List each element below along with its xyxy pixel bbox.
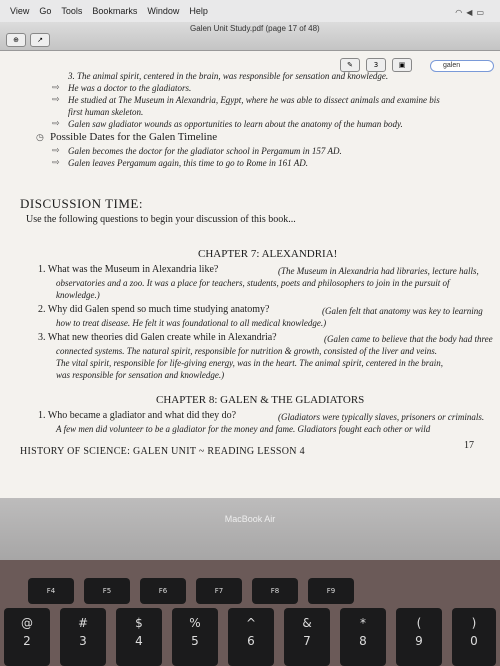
text-line: He studied at The Museum in Alexandria, Egypt, where he was able to dissect animals and examine bis xyxy=(68,95,440,105)
share-icon[interactable]: ↗ xyxy=(30,33,50,47)
key-bottom: 7 xyxy=(303,634,311,648)
status-icons xyxy=(455,8,488,17)
menu-help[interactable]: Help xyxy=(189,6,208,16)
key-7[interactable] xyxy=(284,608,330,666)
key-9[interactable] xyxy=(396,608,442,666)
key-top: ^ xyxy=(245,616,257,630)
key-3[interactable] xyxy=(60,608,106,666)
question: 3. What new theories did Galen create while in Alexandria? xyxy=(38,332,277,343)
volume-icon[interactable]: ◀ xyxy=(466,8,477,17)
key-bottom: 0 xyxy=(470,634,478,648)
key-top: % xyxy=(189,616,201,630)
key-top: $ xyxy=(135,616,143,630)
timeline-heading: Possible Dates for the Galen Timeline xyxy=(50,131,218,143)
answer: (Galen came to believe that the body had three xyxy=(324,334,493,344)
key-bottom: 8 xyxy=(359,634,367,648)
arrow-icon: ⇨ xyxy=(52,83,60,93)
key-bottom: 3 xyxy=(79,634,87,648)
key-6[interactable] xyxy=(228,608,274,666)
answer: knowledge.) xyxy=(56,290,100,300)
key-bottom: 5 xyxy=(191,634,199,648)
answer: how to treat disease. He felt it was foundational to all medical knowledge.) xyxy=(56,318,327,328)
answer: The vital spirit, responsible for life-giving energy, was in the heart. The animal spirit, centered in the brain, xyxy=(56,358,443,368)
arrow-icon: ⇨ xyxy=(52,146,60,156)
key-top: * xyxy=(360,616,366,630)
search-input[interactable]: galen xyxy=(430,60,494,72)
pdf-page xyxy=(0,52,500,498)
f6-key[interactable]: F6 xyxy=(140,578,186,604)
answer: (The Museum in Alexandria had libraries, lecture halls, xyxy=(278,266,479,276)
key-0[interactable] xyxy=(452,608,496,666)
page-number: 17 xyxy=(464,440,474,451)
menu-tools[interactable]: Tools xyxy=(61,6,83,16)
text-line: He was a doctor to the gladiators. xyxy=(68,83,192,93)
menu-bar xyxy=(0,0,500,23)
key-top: ) xyxy=(471,616,477,630)
menu-go[interactable]: Go xyxy=(39,6,52,16)
clock-icon: ◷ xyxy=(36,133,44,143)
key-bottom: 2 xyxy=(23,634,31,648)
pen-icon[interactable]: ✎ xyxy=(340,58,360,72)
battery-icon[interactable]: ▭ xyxy=(476,8,488,17)
chapter-heading: CHAPTER 7: ALEXANDRIA! xyxy=(198,248,338,260)
key-top: ( xyxy=(416,616,422,630)
zoom-icon[interactable]: ⊕ xyxy=(6,33,26,47)
answer: (Gladiators were typically slaves, prisoners or criminals. xyxy=(278,412,485,422)
key-4[interactable] xyxy=(116,608,162,666)
answer: A few men did volunteer to be a gladiator for the money and fame. Gladiators fought each other or wild xyxy=(56,424,431,434)
chapter-heading: CHAPTER 8: GALEN & THE GLADIATORS xyxy=(156,394,365,406)
f8-key[interactable]: F8 xyxy=(252,578,298,604)
laptop-brand: MacBook Air xyxy=(224,514,276,524)
text-line: Galen saw gladiator wounds as opportunities to learn about the anatomy of the human body. xyxy=(68,119,403,129)
answer: connected systems. The natural spirit, responsible for nutrition & growth, consisted of the liver and veins. xyxy=(56,346,438,356)
f7-key[interactable]: F7 xyxy=(196,578,242,604)
answer: was responsible for sensation and knowledge.) xyxy=(56,370,225,380)
key-top: # xyxy=(77,616,89,630)
page-number-field[interactable]: 3 xyxy=(366,58,386,72)
discussion-heading: DISCUSSION TIME: xyxy=(20,196,143,211)
text-line: 3. The animal spirit, centered in the brain, was responsible for sensation and knowledge. xyxy=(68,71,389,81)
arrow-icon: ⇨ xyxy=(52,119,60,129)
wifi-icon[interactable]: ◠ xyxy=(455,8,467,17)
window-title: Galen Unit Study.pdf (page 17 of 48) xyxy=(190,24,320,33)
question: 2. Why did Galen spend so much time studying anatomy? xyxy=(38,304,270,315)
text-line: Galen leaves Pergamum again, this time to go to Rome in 161 AD. xyxy=(68,158,308,168)
key-top: & xyxy=(302,616,312,630)
page-footer: HISTORY OF SCIENCE: GALEN UNIT ~ READING LESSON 4 xyxy=(20,446,305,457)
arrow-icon: ⇨ xyxy=(52,95,60,105)
f5-key[interactable]: F5 xyxy=(84,578,130,604)
laptop-bezel xyxy=(0,498,500,560)
text-line: Galen becomes the doctor for the gladiator school in Pergamum in 157 AD. xyxy=(68,146,342,156)
text-line: first human skeleton. xyxy=(68,107,144,117)
key-bottom: 6 xyxy=(247,634,255,648)
f4-key[interactable]: F4 xyxy=(28,578,74,604)
discussion-intro: Use the following questions to begin your discussion of this book... xyxy=(26,214,296,225)
menu-view[interactable]: View xyxy=(10,6,30,16)
question: 1. Who became a gladiator and what did they do? xyxy=(38,410,237,421)
key-8[interactable] xyxy=(340,608,386,666)
key-bottom: 9 xyxy=(415,634,423,648)
key-5[interactable] xyxy=(172,608,218,666)
menu-window[interactable]: Window xyxy=(147,6,180,16)
arrow-icon: ⇨ xyxy=(52,158,60,168)
answer: observatories and a zoo. It was a place for teachers, students, poets and philosophers to join in the pursuit of xyxy=(56,278,450,288)
f9-key[interactable]: F9 xyxy=(308,578,354,604)
question: 1. What was the Museum in Alexandria like? xyxy=(38,264,219,275)
answer: (Galen felt that anatomy was key to learning xyxy=(322,306,483,316)
key-bottom: 4 xyxy=(135,634,143,648)
edit-icon[interactable]: ▣ xyxy=(392,58,412,72)
menu-bookmarks[interactable]: Bookmarks xyxy=(92,6,138,16)
key-2[interactable] xyxy=(4,608,50,666)
key-top: @ xyxy=(21,616,33,630)
